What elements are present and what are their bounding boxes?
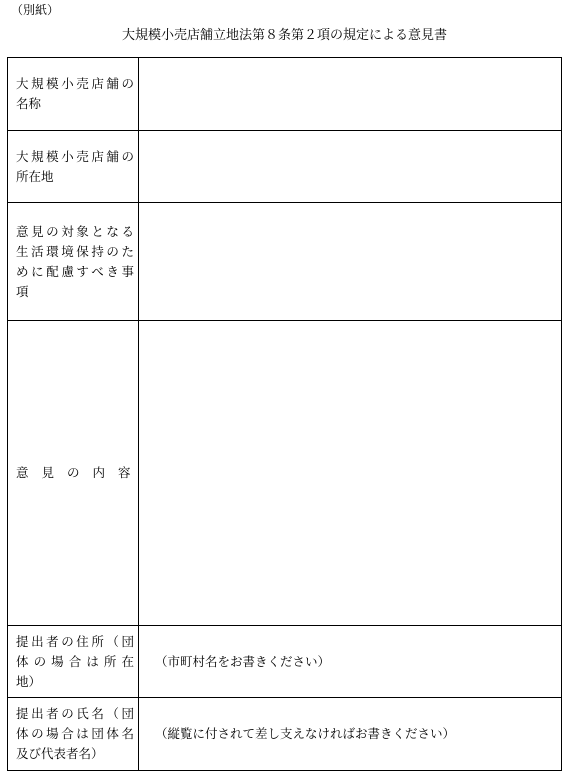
submitter-address-note: （市町村名をお書きください）: [155, 653, 331, 669]
row-submitter-address: [8, 626, 562, 698]
row-environmental-matters: [8, 203, 562, 321]
store-location-label: [8, 131, 139, 203]
opinion-form-table: [7, 57, 562, 771]
submitter-address-label-line: 提出者の住所（団: [16, 633, 134, 649]
store-location-field[interactable]: [139, 131, 562, 203]
annex-label: （別紙）: [11, 3, 60, 17]
submitter-address-label-line: 地）: [16, 673, 42, 689]
store-location-label-line: 大規模小売店舗の: [16, 148, 134, 164]
submitter-name-label: [8, 698, 139, 771]
opinion-content-field[interactable]: [139, 321, 562, 626]
environmental-matters-label-line: めに配慮すべき事: [16, 263, 134, 279]
opinion-content-label: [8, 321, 144, 626]
row-store-name: [8, 58, 562, 131]
opinion-content-label-text: 意見の内容: [16, 465, 144, 480]
environmental-matters-field[interactable]: [139, 203, 562, 321]
submitter-address-label: [8, 626, 139, 698]
store-name-field[interactable]: [139, 58, 562, 131]
environmental-matters-label-line: 生活環境保持のた: [16, 243, 134, 259]
submitter-name-label-line: 及び代表者名）: [16, 746, 104, 761]
submitter-name-note: （縦覧に付されて差し支えなければお書きください）: [155, 726, 456, 741]
store-location-label-line: 所在地: [16, 168, 54, 184]
submitter-address-label-line: 体の場合は所在: [16, 653, 134, 669]
store-name-label: [8, 58, 139, 131]
row-store-location: [8, 131, 562, 203]
submitter-name-label-line: 体の場合は団体名: [16, 726, 134, 741]
store-name-label-line: 大規模小売店舗の: [16, 76, 134, 91]
store-name-label-line: 名称: [16, 96, 42, 111]
document-title: 大規模小売店舗立地法第８条第２項の規定による意見書: [121, 28, 447, 43]
submitter-name-field[interactable]: [139, 698, 562, 771]
submitter-name-label-line: 提出者の氏名（団: [16, 706, 134, 721]
environmental-matters-label: [8, 203, 139, 321]
environmental-matters-label-line: 項: [16, 283, 29, 299]
row-opinion-content: [8, 321, 562, 626]
row-submitter-name: [8, 698, 562, 771]
environmental-matters-label-line: 意見の対象となる: [16, 223, 134, 239]
submitter-address-field[interactable]: [139, 626, 562, 698]
